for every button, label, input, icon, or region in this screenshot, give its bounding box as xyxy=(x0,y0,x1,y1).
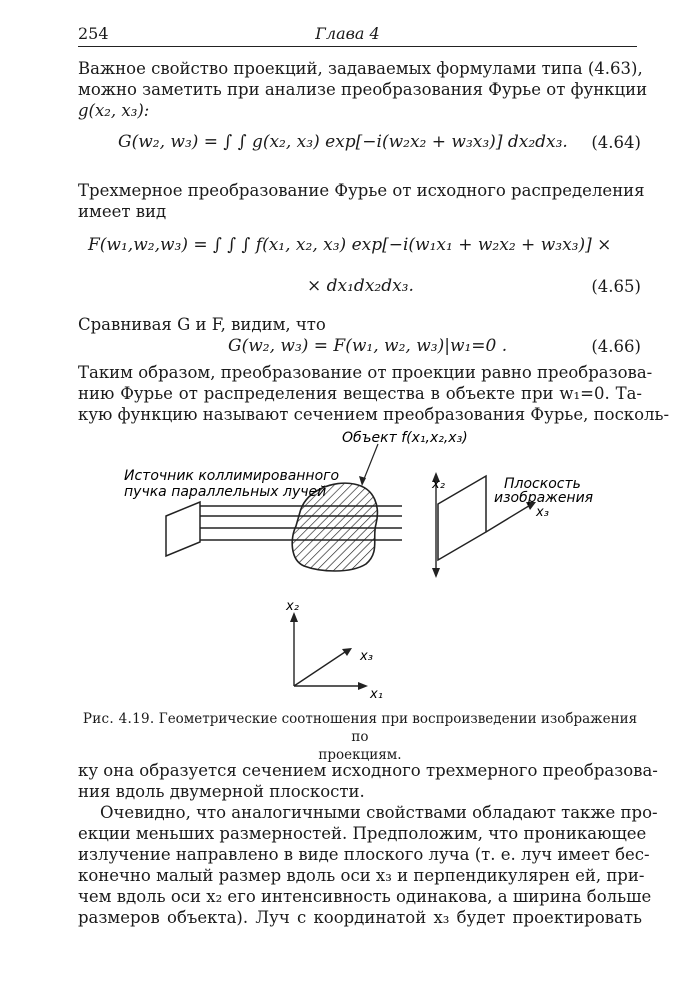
page-header xyxy=(78,24,617,46)
source-box xyxy=(166,502,200,556)
chapter-title: Глава 4 xyxy=(315,24,380,43)
paragraph-1 xyxy=(78,58,648,121)
text-line: нию Фурье от распределения вещества в объекте при w₁=0. Та- xyxy=(78,384,642,403)
text-line: размеров объекта). Луч с координатой x₃ будет проектировать xyxy=(78,908,642,927)
paragraph-5 xyxy=(78,760,658,802)
text-line: ния вдоль двумерной плоскости. xyxy=(78,782,365,801)
text-line: конечно малый размер вдоль оси x₃ и перпендикулярен ей, при- xyxy=(78,866,645,885)
equation-number-4-64: (4.64) xyxy=(591,133,641,152)
text-line: Сравнивая G и F, видим, что xyxy=(78,315,326,334)
axis-x3 xyxy=(294,650,348,686)
plane-axis-x2-label: x₂ xyxy=(432,477,445,492)
object-label: Объект f(x₁,x₂,x₃) xyxy=(342,430,468,446)
equation-4-65-line2: × dx₁dx₂dx₃. xyxy=(307,276,414,296)
plane-label-line1: Плоскость xyxy=(504,476,581,492)
source-label-line2: пучка параллельных лучей xyxy=(124,484,327,500)
text-line: чем вдоль оси x₂ его интенсивность одинакова, а ширина больше xyxy=(78,887,652,906)
image-plane xyxy=(438,476,486,560)
caption-line2: проекциям. xyxy=(318,747,402,763)
equation-4-65-line1: F(w₁,w₂,w₃) = ∫ ∫ ∫ f(x₁, x₂, x₃) exp[−i(w₁x₁ + w₂x₂ + w₃x₃)] × xyxy=(88,235,612,255)
arrow-head xyxy=(342,648,352,656)
text-line: екции меньших размерностей. Предположим, что проникающее xyxy=(78,824,647,843)
figure-4-19 xyxy=(0,420,695,720)
text-line: можно заметить при анализе преобразования Фурье от функции xyxy=(78,80,648,99)
source-label-line1: Источник коллимированного xyxy=(124,468,340,484)
paragraph-2 xyxy=(78,180,645,222)
paragraph-3 xyxy=(78,314,642,335)
axis-x1-label: x₁ xyxy=(370,687,383,702)
equation-number-4-66: (4.66) xyxy=(591,337,641,356)
paragraph-4 xyxy=(78,362,670,425)
page-number: 254 xyxy=(78,24,109,43)
text-line: кую функцию называют сечением преобразования Фурье, посколь- xyxy=(78,405,670,424)
plane-axis-x3-label: x₃ xyxy=(536,505,549,520)
text-line: имеет вид xyxy=(78,202,167,221)
equation-number-4-65: (4.65) xyxy=(591,277,641,296)
text-line: Таким образом, преобразование от проекции равно преобразова- xyxy=(78,363,653,382)
axis-x2-label: x₂ xyxy=(286,599,299,614)
text-line: g(x₂, x₃): xyxy=(78,101,150,120)
paragraph-6 xyxy=(78,802,658,928)
arrow-head xyxy=(358,682,368,690)
plane-label-line2: изображения xyxy=(494,490,594,506)
caption-prefix: Рис. 4.19. xyxy=(82,711,155,727)
text-line: ку она образуется сечением исходного трехмерного преобразова- xyxy=(78,761,658,780)
text-line: излучение направлено в виде плоского луча (т. е. луч имеет бес- xyxy=(78,845,650,864)
figure-caption xyxy=(78,710,642,764)
header-rule xyxy=(78,46,637,47)
equation-4-66: G(w₂, w₃) = F(w₁, w₂, w₃)|w₁=0 . xyxy=(228,336,508,356)
axis-x3-label: x₃ xyxy=(360,649,373,664)
arrow-head xyxy=(432,568,440,578)
equation-4-64: G(w₂, w₃) = ∫ ∫ g(x₂, x₃) exp[−i(w₂x₂ + w₃x₃)] dx₂dx₃. xyxy=(118,132,568,152)
caption-line1: Геометрические соотношения при воспроизведении изображения по xyxy=(158,711,638,745)
text-line: Очевидно, что аналогичными свойствами обладают также про- xyxy=(100,803,658,822)
plane-axis-x3 xyxy=(486,504,532,532)
text-line: Трехмерное преобразование Фурье от исходного распределения xyxy=(78,181,645,200)
text-line: Важное свойство проекций, задаваемых формулами типа (4.63), xyxy=(78,59,643,78)
